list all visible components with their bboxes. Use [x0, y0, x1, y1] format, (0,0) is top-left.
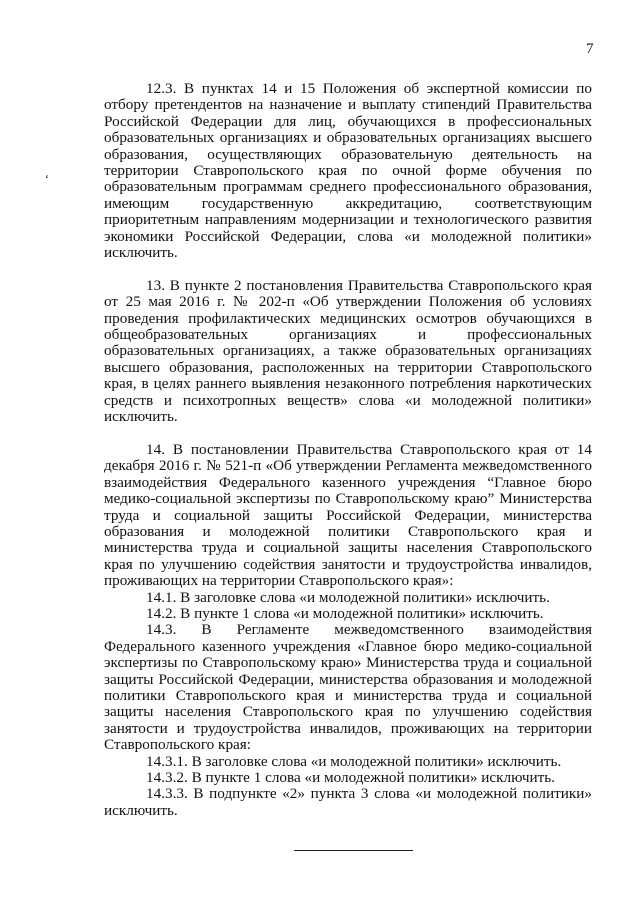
paragraph-gap [104, 426, 592, 442]
document-body [104, 81, 592, 819]
paragraph-gap [104, 261, 592, 277]
paragraph-14-1: 14.1. В заголовке слова «и молодежной политики» исключить. [146, 588, 550, 606]
paragraph-14: 14. В постановлении Правительства Ставропольского края от 14 декабря 2016 г. № 521-п «Об утверждении Регламента межведомственного взаимодействия Федерального казенного учреждения “Главное бюро медико-социальной экспертизы по Ставропольскому краю” Министерства труда и социальной защиты Российской Федерации, министерства образования и молодежной политики Ставропольского края и министерства труда и социальной защиты населения Ставропольского края по улучшению содействия занятости и трудоустройства инвалидов, проживающих на территории Ставропольского края»: [104, 440, 592, 590]
paragraph-14-3-3: 14.3.3. В подпункте «2» пункта 3 слова «и молодежной политики» исключить. [104, 785, 592, 819]
paragraph-14-2: 14.2. В пункте 1 слова «и молодежной политики» исключить. [146, 604, 544, 622]
margin-mark: ‘ [45, 172, 49, 186]
closing-rule [294, 850, 413, 851]
paragraph-12-3: 12.3. В пунктах 14 и 15 Положения об экспертной комиссии по отбору претендентов на назначение и выплату стипендий Правительства Российской Федерации для лиц, обучающихся в профессиональных образовательных организациях и образовательных организациях высшего образования, осуществляющих образовательную деятельность на территории Ставропольского края по очной форме обучения по образовательным программам среднего профессионального образования, имеющим государственную аккредитацию, соответствующим приоритетным направлениям модернизации и технологического развития экономики Российской Федерации, слова «и молодежной политики» исключить. [104, 80, 592, 262]
paragraph-13: 13. В пункте 2 постановления Правительства Ставропольского края от 25 мая 2016 г. № 202-п «Об утверждении Положения об условиях проведения профилактических медицинских осмотров обучающихся в общеобразовательных организациях и профессиональных образовательных организациях, а также образовательных организациях высшего образования, расположенных на территории Ставропольского края, в целях раннего выявления незаконного потребления наркотических средств и психотропных веществ» слова «и молодежной политики» исключить. [104, 276, 592, 426]
page-number: 7 [586, 41, 594, 57]
paragraph-14-3-1: 14.3.1. В заголовке слова «и молодежной политики» исключить. [146, 752, 562, 770]
paragraph-14-3-2: 14.3.2. В пункте 1 слова «и молодежной политики» исключить. [146, 769, 555, 787]
paragraph-14-3: 14.3. В Регламенте межведомственного взаимодействия Федерального казенного учреждения «Главное бюро медико-социальной экспертизы по Ставропольскому краю» Министерства труда и социальной защиты Российской Федерации, министерства образования и молодежной политики Ставропольского края и министерства труда и социальной защиты населения Ставропольского края по улучшению содействия занятости и трудоустройства инвалидов, проживающих на территории Ставропольского края: [104, 621, 592, 754]
